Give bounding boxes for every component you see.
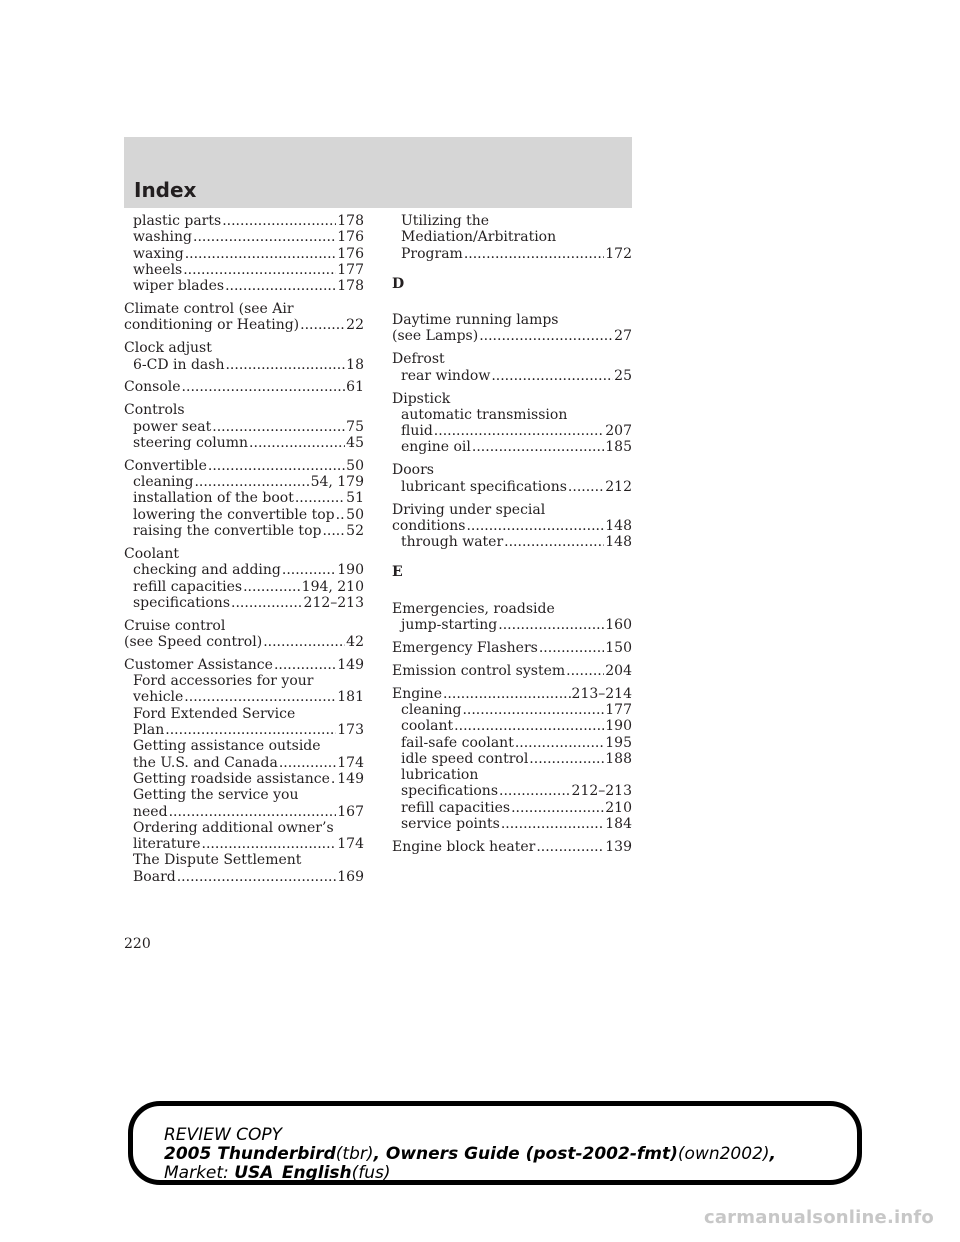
entry-term: The Dispute Settlement — [133, 852, 302, 869]
entry-term: Board — [133, 868, 176, 885]
entry-term: Console — [124, 379, 181, 396]
review-copy-market-line — [164, 1164, 854, 1183]
index-subentry-line — [124, 820, 364, 836]
dot-leader — [212, 419, 345, 435]
entry-term: Convertible — [124, 457, 207, 474]
index-subentry-line — [124, 357, 364, 373]
index-subentry-line — [392, 751, 632, 767]
index-entry-line — [124, 317, 364, 333]
index-column-right — [392, 213, 632, 862]
index-entry-line — [392, 351, 632, 367]
entry-term: specifications — [133, 594, 231, 611]
index-subentry-line — [392, 368, 632, 384]
dot-leader — [169, 804, 337, 820]
index-entry — [124, 458, 364, 539]
dot-leader — [501, 816, 604, 832]
entry-term: coolant — [401, 718, 454, 735]
entry-term: plastic parts — [133, 213, 222, 229]
entry-term: Engine — [392, 685, 442, 702]
index-subentry-line — [124, 706, 364, 722]
index-entry-line — [392, 601, 632, 617]
entry-term: (see Speed control) — [124, 633, 263, 650]
dot-leader — [539, 640, 604, 656]
dot-leader — [504, 534, 604, 550]
dot-leader — [184, 689, 336, 705]
index-entry — [392, 351, 632, 384]
index-subentry-line — [392, 534, 632, 550]
dot-leader — [536, 839, 604, 855]
dot-leader — [466, 518, 604, 534]
entry-term: cleaning — [401, 701, 462, 718]
entry-term: need — [133, 803, 168, 820]
entry-term: Customer Assistance — [124, 656, 273, 673]
page-reference: 195 — [605, 734, 632, 751]
entry-term: Plan — [133, 722, 165, 739]
entry-term: Ford accessories for your — [133, 673, 314, 690]
index-subentry-line — [392, 718, 632, 734]
entry-term: Daytime running lamps — [392, 312, 559, 329]
dot-leader — [443, 686, 571, 702]
entry-term: raising the convertible top — [133, 523, 322, 540]
entry-term: Ordering additional owner’s — [133, 819, 334, 836]
dot-leader — [279, 755, 336, 771]
entry-term: vehicle — [133, 689, 184, 706]
page-reference: 177 — [337, 261, 364, 278]
page-reference: 174 — [337, 836, 364, 853]
dot-leader — [263, 634, 345, 650]
dot-leader — [454, 718, 604, 734]
entry-term: lubrication — [401, 767, 479, 784]
dot-leader — [193, 229, 336, 245]
index-entry — [124, 379, 364, 395]
entry-term: power seat — [133, 418, 212, 435]
page-reference: 150 — [605, 639, 632, 656]
section-letter: D — [392, 275, 405, 292]
page-reference: 139 — [605, 838, 632, 855]
page-number: 220 — [124, 936, 151, 952]
entry-term: Defrost — [392, 351, 445, 368]
section-letter: E — [392, 564, 403, 581]
page-reference: 167 — [337, 803, 364, 820]
page-reference: 184 — [605, 816, 632, 833]
index-entry-line — [392, 640, 632, 656]
entry-term: Mediation/Arbitration — [401, 229, 557, 246]
guide-code: (own2002) — [677, 1144, 770, 1164]
page-reference: 190 — [337, 562, 364, 579]
entry-term: Ford Extended Service — [133, 705, 296, 722]
dot-leader — [231, 595, 303, 611]
index-subentry-line — [124, 738, 364, 754]
entry-term: wheels — [133, 261, 183, 278]
dot-leader — [434, 423, 604, 439]
page-reference: 160 — [605, 617, 632, 634]
index-subentry-line — [124, 804, 364, 820]
page-reference: 212–213 — [303, 594, 364, 611]
page-reference: 207 — [605, 423, 632, 440]
entry-term: 6-CD in dash — [133, 356, 225, 373]
page-reference: 148 — [605, 534, 632, 551]
index-entry — [124, 402, 364, 451]
index-entry — [392, 839, 632, 855]
market-value: USA_English — [234, 1163, 352, 1183]
index-entry-line — [392, 502, 632, 518]
entry-term: Getting assistance outside — [133, 738, 321, 755]
dot-leader — [336, 507, 346, 523]
entry-term: Getting the service you — [133, 787, 299, 804]
dot-leader — [165, 722, 336, 738]
section-header-bar — [124, 137, 632, 208]
entry-term: (see Lamps) — [392, 328, 479, 345]
dot-leader — [472, 439, 604, 455]
entry-term: Utilizing the — [401, 213, 490, 229]
entry-term: refill capacities — [133, 578, 243, 595]
index-entry — [392, 312, 632, 345]
section-title: Index — [134, 178, 197, 202]
index-subentry-line — [124, 507, 364, 523]
index-subentry-line — [124, 869, 364, 885]
page-reference: 172 — [605, 245, 632, 262]
page-reference: 149 — [337, 770, 364, 787]
entry-term: Emergency Flashers — [392, 639, 538, 656]
page-reference: 25 — [614, 367, 632, 384]
index-subentry-line — [392, 735, 632, 751]
index-subentry-line — [392, 439, 632, 455]
page-reference: 178 — [337, 278, 364, 295]
dot-leader — [225, 357, 345, 373]
entry-term: Dipstick — [392, 390, 451, 407]
market-label: Market: — [164, 1163, 229, 1183]
index-entry — [392, 502, 632, 551]
dot-leader — [295, 490, 345, 506]
page-reference: 51 — [346, 490, 364, 507]
index-entry-line — [392, 391, 632, 407]
dot-leader — [464, 246, 604, 262]
entry-term: specifications — [401, 783, 499, 800]
index-subentry-line — [392, 423, 632, 439]
index-entry-line — [392, 518, 632, 534]
dot-leader — [208, 458, 345, 474]
entry-term: Doors — [392, 462, 434, 479]
entry-term: Climate control (see Air — [124, 301, 294, 318]
entry-term: refill capacities — [401, 799, 511, 816]
index-entry — [124, 657, 364, 885]
page-reference: 54, 179 — [310, 474, 364, 491]
entry-term: service points — [401, 816, 500, 833]
review-copy-label: REVIEW COPY — [164, 1125, 283, 1145]
entry-term: Emergencies, roadside — [392, 600, 555, 617]
index-subentry-line — [392, 407, 632, 423]
page-reference: 188 — [605, 750, 632, 767]
index-subentry-line — [124, 246, 364, 262]
entry-term: Engine block heater — [392, 838, 536, 855]
page-reference: 174 — [337, 754, 364, 771]
entry-term: literature — [133, 836, 201, 853]
dot-leader — [331, 771, 336, 787]
index-subentry-line — [124, 278, 364, 294]
dot-leader — [566, 663, 604, 679]
index-subentry-line — [392, 213, 632, 229]
dot-leader — [177, 869, 337, 885]
page-reference: 212 — [605, 478, 632, 495]
entry-term: wiper blades — [133, 278, 225, 295]
index-subentry-line — [392, 816, 632, 832]
index-subentry-line — [124, 523, 364, 539]
index-column-left — [124, 213, 364, 892]
index-subentry-line — [124, 490, 364, 506]
index-entry — [392, 640, 632, 656]
page-reference: 18 — [346, 356, 364, 373]
index-entry — [124, 618, 364, 651]
entry-term: waxing — [133, 245, 184, 262]
entry-term: lowering the convertible top — [133, 506, 335, 523]
index-subentry-line — [124, 852, 364, 868]
index-entry — [124, 340, 364, 373]
review-copy-text — [164, 1126, 854, 1183]
index-entry-line — [124, 546, 364, 562]
index-subentry-line — [124, 689, 364, 705]
dot-leader — [479, 328, 613, 344]
entry-term: the U.S. and Canada — [133, 754, 278, 771]
page-reference: 173 — [337, 722, 364, 739]
review-copy-model-line — [164, 1145, 854, 1164]
index-entry-line — [392, 462, 632, 478]
dot-leader — [529, 751, 604, 767]
index-subentry-line — [124, 722, 364, 738]
dot-leader — [499, 783, 571, 799]
index-subentry-line — [124, 771, 364, 787]
index-subentry-line — [124, 419, 364, 435]
dot-leader — [225, 278, 336, 294]
entry-term: steering column — [133, 434, 249, 451]
dot-leader — [185, 246, 337, 262]
entry-term: Coolant — [124, 545, 180, 562]
index-subentry-line — [124, 435, 364, 451]
index-subentry-line — [124, 755, 364, 771]
dot-leader — [282, 562, 336, 578]
page-reference: 177 — [605, 701, 632, 718]
entry-term: fluid — [401, 423, 433, 440]
dot-leader — [515, 735, 604, 751]
page-reference: 45 — [346, 434, 364, 451]
index-entry — [392, 663, 632, 679]
entry-term: through water — [401, 534, 504, 551]
index-entry-line — [124, 657, 364, 673]
page-reference: 176 — [337, 245, 364, 262]
page-reference: 190 — [605, 718, 632, 735]
dot-leader — [322, 523, 345, 539]
dot-leader — [202, 836, 337, 852]
entry-term: conditioning or Heating) — [124, 317, 300, 334]
entry-term: conditions — [392, 517, 466, 534]
page-reference: 185 — [605, 439, 632, 456]
index-entry-line — [392, 839, 632, 855]
entry-term: rear window — [401, 367, 491, 384]
index-entry-line — [124, 634, 364, 650]
index-subentry-line — [392, 229, 632, 245]
index-entry-line — [124, 618, 364, 634]
index-subentry-line — [124, 213, 364, 229]
page-reference: 50 — [346, 457, 364, 474]
index-entry — [124, 213, 364, 294]
index-entry-line — [124, 402, 364, 418]
guide-name: Owners Guide (post-2002-fmt) — [385, 1144, 678, 1164]
page-reference: 194, 210 — [301, 578, 364, 595]
index-subentry-line — [124, 673, 364, 689]
index-entry — [392, 601, 632, 634]
index-subentry-line — [124, 474, 364, 490]
index-entry — [124, 301, 364, 334]
index-entry-line — [124, 340, 364, 356]
dot-leader — [300, 317, 345, 333]
index-subentry-line — [392, 800, 632, 816]
index-entry-line — [392, 686, 632, 702]
dot-leader — [568, 479, 604, 495]
page-reference: 50 — [346, 506, 364, 523]
index-subentry-line — [124, 836, 364, 852]
entry-term: automatic transmission — [401, 406, 568, 423]
page-reference: 210 — [605, 799, 632, 816]
index-entry-line — [392, 663, 632, 679]
entry-term: Cruise control — [124, 617, 226, 634]
page-reference: 212–213 — [571, 783, 632, 800]
index-subentry-line — [124, 262, 364, 278]
dot-leader — [462, 702, 604, 718]
dot-leader — [491, 368, 613, 384]
index-entry-line — [392, 328, 632, 344]
index-entry — [392, 391, 632, 456]
entry-term: cleaning — [133, 474, 194, 491]
dot-leader — [183, 262, 336, 278]
index-subentry-line — [124, 787, 364, 803]
index-entry — [392, 686, 632, 833]
separator: , — [769, 1144, 776, 1164]
model-name: 2005 Thunderbird — [164, 1144, 336, 1164]
index-subentry-line — [392, 702, 632, 718]
index-subentry-line — [392, 617, 632, 633]
dot-leader — [274, 657, 336, 673]
index-entry-line — [124, 379, 364, 395]
entry-term: checking and adding — [133, 562, 281, 579]
separator: , — [373, 1144, 386, 1164]
index-subentry-line — [124, 562, 364, 578]
index-entry-line — [124, 458, 364, 474]
page-reference: 52 — [346, 523, 364, 540]
dot-leader — [222, 213, 336, 229]
entry-term: fail-safe coolant — [401, 734, 514, 751]
index-subentry-line — [124, 595, 364, 611]
index-entry — [124, 546, 364, 611]
watermark-text: carmanualsonline.info — [703, 1207, 934, 1228]
dot-leader — [182, 379, 346, 395]
page-reference: 149 — [337, 656, 364, 673]
dot-leader — [194, 474, 309, 490]
index-entry-line — [392, 312, 632, 328]
entry-term: Program — [401, 245, 463, 262]
page-reference: 169 — [337, 868, 364, 885]
entry-term: engine oil — [401, 439, 471, 456]
page-reference: 204 — [605, 662, 632, 679]
dot-leader — [511, 800, 604, 816]
entry-term: jump-starting — [401, 617, 498, 634]
index-entry-line — [124, 301, 364, 317]
index-subentry-line — [124, 579, 364, 595]
page-reference: 176 — [337, 229, 364, 246]
page-reference: 148 — [605, 517, 632, 534]
index-subentry-line — [392, 246, 632, 262]
index-subentry-line — [392, 479, 632, 495]
page-reference: 213–214 — [571, 685, 632, 702]
entry-term: installation of the boot — [133, 490, 294, 507]
page-reference: 42 — [346, 633, 364, 650]
index-subentry-line — [124, 229, 364, 245]
entry-term: Emission control system — [392, 662, 566, 679]
entry-term: Driving under special — [392, 501, 546, 518]
page-reference: 22 — [346, 317, 364, 334]
market-code: (fus) — [351, 1163, 391, 1183]
page-reference: 27 — [614, 328, 632, 345]
entry-term: idle speed control — [401, 750, 529, 767]
index-entry — [392, 213, 632, 262]
index-entry — [392, 462, 632, 495]
page-reference: 178 — [337, 213, 364, 229]
dot-leader — [249, 435, 345, 451]
entry-term: lubricant specifications — [401, 478, 567, 495]
index-subentry-line — [392, 767, 632, 783]
entry-term: Clock adjust — [124, 340, 212, 357]
page-reference: 75 — [346, 418, 364, 435]
dot-leader — [498, 617, 604, 633]
page-reference: 181 — [337, 689, 364, 706]
entry-term: Getting roadside assistance — [133, 770, 330, 787]
entry-term: washing — [133, 229, 192, 246]
index-subentry-line — [392, 783, 632, 799]
dot-leader — [243, 579, 301, 595]
model-code: (tbr) — [335, 1144, 374, 1164]
entry-term: Controls — [124, 402, 185, 419]
page-reference: 61 — [346, 379, 364, 396]
